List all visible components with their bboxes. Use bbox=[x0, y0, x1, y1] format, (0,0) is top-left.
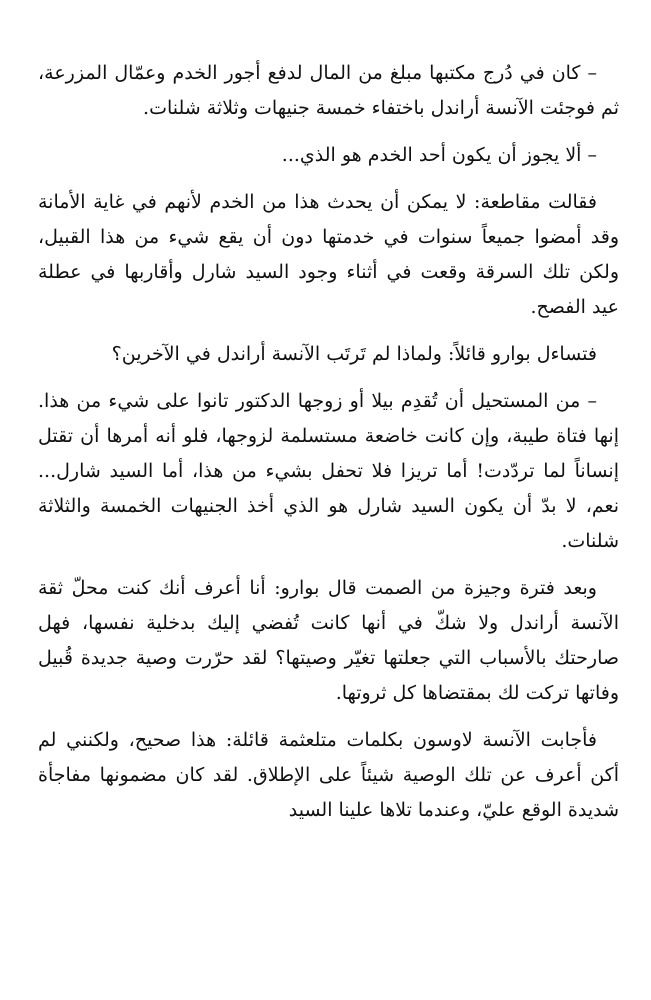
paragraph-4: فتساءل بوارو قائلاً: ولماذا لم تَرتَب الآنسة أراندل في الآخرين؟ bbox=[111, 343, 597, 365]
paragraph-5: – من المستحيل أن تُقدِم بيلا أو زوجها الدكتور تانوا على شيء من هذا. إنها فتاة طيبة، وإن كانت خاضعة مستسلمة لزوجها، فلو أنه أمرها أن تقتل إنساناً لما تردّدت! أما تريزا فلا تحفل بشيء من هذا، أما السيد شارل... نعم، لا بدّ أن يكون السيد شارل هو الذي أخذ الجنيهات الخمسة والثلاثة شلنات. bbox=[38, 390, 619, 552]
paragraph-1: – كان في دُرج مكتبها مبلغ من المال لدفع أجور الخدم وعمّال المزرعة، ثم فوجئت الآنسة أراندل باختفاء خمسة جنيهات وثلاثة شلنات. bbox=[38, 62, 619, 119]
paragraph-6: وبعد فترة وجيزة من الصمت قال بوارو: أنا أعرف أنك كنت محلّ ثقة الآنسة أراندل ولا شكّ في أنها كانت تُفضي إليك بدخلية نفسها، فهل صارحتك بالأسباب التي جعلتها تغيّر وصيتها؟ لقد حرّرت وصية جديدة قُبيل وفاتها تركت لك بمقتضاها كل ثروتها. bbox=[38, 577, 619, 704]
paragraph-3: فقالت مقاطعة: لا يمكن أن يحدث هذا من الخدم لأنهم في غاية الأمانة وقد أمضوا جميعاً سنوات في خدمتها دون أن يقع شيء من هذا القبيل، ولكن تلك السرقة وقعت في أثناء وجود السيد شارل وأقاربها في عطلة عيد الفصح. bbox=[38, 191, 619, 318]
paragraph-7: فأجابت الآنسة لاوسون بكلمات متلعثمة قائلة: هذا صحيح، ولكنني لم أكن أعرف عن تلك الوصية شيئاً على الإطلاق. لقد كان مضمونها مفاجأة شديدة الوقع عليّ، وعندما تلاها علينا السيد bbox=[38, 729, 619, 821]
paragraph-2: – ألا يجوز أن يكون أحد الخدم هو الذي... bbox=[281, 144, 597, 166]
book-page-text bbox=[38, 56, 619, 840]
